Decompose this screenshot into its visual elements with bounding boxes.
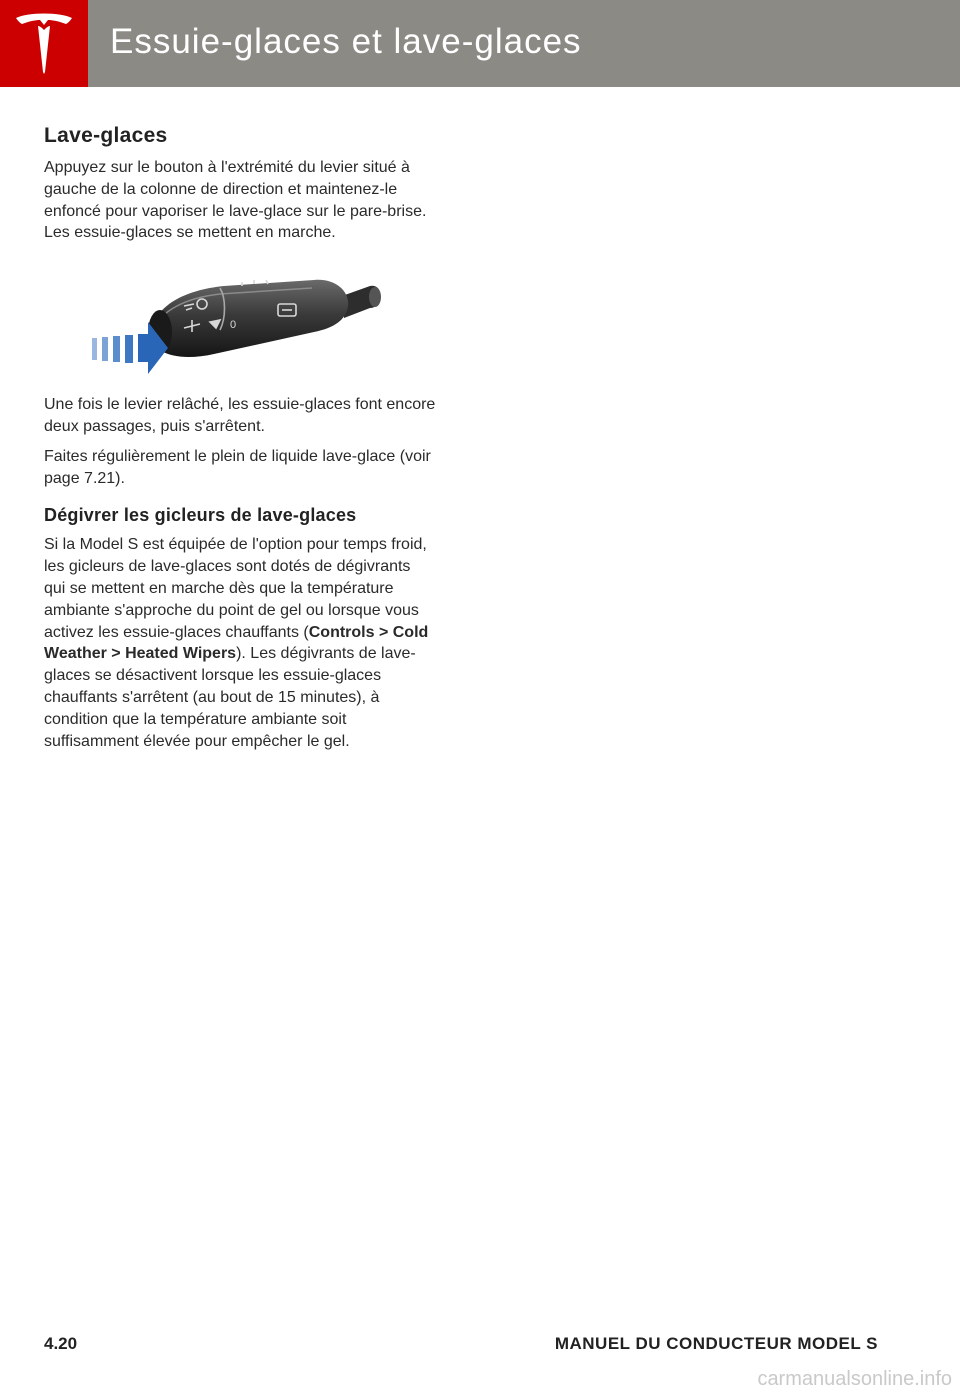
paragraph-release-behavior: Une fois le levier relâché, les essuie-glaces font encore deux passages, puis s'arrêtent.	[44, 396, 436, 435]
main-content	[44, 124, 436, 760]
defrost-text-end: ). Les dégivrants de lave-glaces se désactivent lorsque les essuie-glaces chauffants s'arrêtent (au bout de 15 minutes), à condition que la température ambiante soit suffisamment élevée pour empêcher le gel.	[44, 645, 416, 750]
lever-position-label: 0	[230, 319, 237, 332]
brand-logo	[0, 0, 88, 87]
wiper-lever-illustration	[44, 258, 436, 386]
page-header	[0, 0, 960, 87]
page-title: Essuie-glaces et lave-glaces	[110, 22, 582, 61]
paragraph-refill-reminder: Faites régulièrement le plein de liquide lave-glace (voir page 7.21).	[44, 447, 431, 487]
watermark: carmanualsonline.info	[757, 1368, 952, 1390]
manual-title: MANUEL DU CONDUCTEUR MODEL S	[554, 1334, 878, 1353]
paragraph-washer-instructions: Appuyez sur le bouton à l'extrémité du levier situé à gauche de la colonne de direction et maintenez-le enfoncé pour vaporiser le lave-glace sur le pare-brise. Les essuie-glaces se mettent en marche.	[44, 159, 427, 242]
paragraph-defrost-nozzles	[44, 534, 436, 752]
tesla-logo-icon	[14, 12, 74, 76]
controls-path: Controls > Cold Weather > Heated Wipers	[44, 623, 429, 663]
page-number: 4.20	[44, 1334, 78, 1353]
section-heading-degivrer: Dégivrer les gicleurs de lave-glaces	[44, 505, 357, 526]
section-heading-lave-glaces: Lave-glaces	[44, 124, 168, 147]
defrost-text-start: Si la Model S est équipée de l'option pour temps froid, les gicleurs de lave-glaces sont dotés de dégivrants qui se mettent en marche dès que la température ambiante s'approche du point de gel ou lorsque vous activez les essuie-glaces chauffants (	[44, 536, 427, 641]
